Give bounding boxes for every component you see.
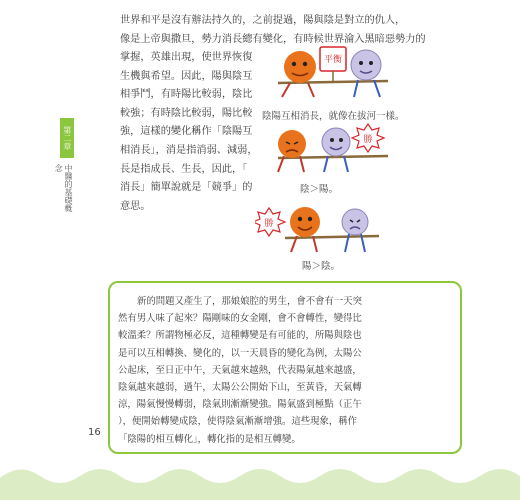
text-line: 消長」簡單說就是「競爭」的: [120, 182, 253, 194]
tug-of-war-balanced-illustration: [268, 45, 398, 105]
text-line: 相爭鬥，有時陽比較弱，陰比: [120, 89, 253, 101]
yang-character: [278, 130, 306, 158]
text-line: 然有男人味了起來？陽剛味的女金剛，會不會轉性，變得比: [118, 313, 362, 325]
text-line: 長是指成長、生長，因此，「: [120, 163, 248, 175]
yang-character: [290, 207, 320, 237]
eye: [303, 62, 307, 66]
eye: [339, 138, 343, 142]
text-line: 世界和平是沒有辦法持久的，之前提過，陽與陰是對立的仇人，: [120, 15, 406, 26]
chapter-title: 中醫的基礎概念: [54, 164, 73, 212]
text-line: 「陰陽的相互轉化」，轉化指的是相互轉變。: [118, 433, 301, 445]
text-line: 陰氣越來越弱，過午，太陽公公開始下山，至黃昏，天氣轉: [118, 382, 362, 394]
intro-paragraph: [120, 12, 426, 49]
text-line: 是可以互相轉換、變化的，以一天晨昏的變化為例，太陽公: [118, 347, 362, 359]
eye: [292, 62, 296, 66]
left-column-text: [120, 49, 258, 216]
chapter-side-tab: [54, 118, 74, 216]
wave-shape: [0, 469, 520, 500]
tug-of-war-yin-wins-illustration: [268, 122, 398, 180]
text-line: ），便開始轉變成陰，使得陰氣漸漸增強。這些現象，稱作: [118, 416, 358, 428]
page-number: 16: [88, 427, 101, 438]
text-line: 公起床，至日正中午，天氣越來越熱，代表陽氣越來越盛，: [118, 364, 362, 376]
footer-wave: [0, 458, 520, 500]
yin-character: [322, 128, 350, 156]
text-line: 新的問題又產生了，那娘娘腔的男生，會不會有一天突: [137, 296, 363, 307]
eye: [369, 61, 373, 65]
text-line: 涼，陽氣慢慢轉弱，陰氣則漸漸變強。陽氣盛到極點（正午: [118, 399, 362, 411]
text-line: 像是上帝與撒旦，勢力消長總有變化，有時候世界淪入黑暗惡勢力的: [120, 33, 426, 45]
eye: [359, 61, 363, 65]
rope: [285, 236, 379, 238]
win-text: 勝: [363, 135, 373, 145]
info-box-text: [118, 293, 362, 448]
text-line: 掌握，英雄出現，使世界恢復: [120, 52, 253, 63]
yin-character: [351, 50, 381, 80]
caption: 陽＞陰。: [302, 261, 341, 272]
chapter-label: 第二章: [60, 118, 74, 158]
text-line: 相消長」，消是指消弱、減弱，: [120, 144, 258, 156]
yang-character: [284, 51, 316, 83]
eye: [330, 138, 334, 142]
win-text: 勝: [264, 219, 274, 229]
yin-character: [342, 209, 368, 235]
sign-text: 平衡: [323, 55, 343, 65]
text-line: 較強；有時陰比較弱，陽比較: [120, 107, 253, 119]
eye: [298, 217, 302, 221]
text-line: 強，這樣的變化稱作「陰陽互: [120, 126, 253, 138]
text-line: 意思。: [120, 200, 151, 212]
text-line: 較溫柔？所謂物極必反，這種轉變是有可能的，所陽與陰也: [118, 330, 362, 342]
text-line: 生機與希望。因此，陽與陰互: [120, 70, 253, 82]
caption: 陰陽互相消長，就像在拔河一樣。: [262, 111, 405, 122]
tug-of-war-yang-wins-illustration: [255, 200, 385, 258]
caption: 陰＞陽。: [300, 184, 339, 195]
legs: [324, 156, 348, 172]
legs: [282, 83, 314, 97]
eye: [308, 217, 312, 221]
